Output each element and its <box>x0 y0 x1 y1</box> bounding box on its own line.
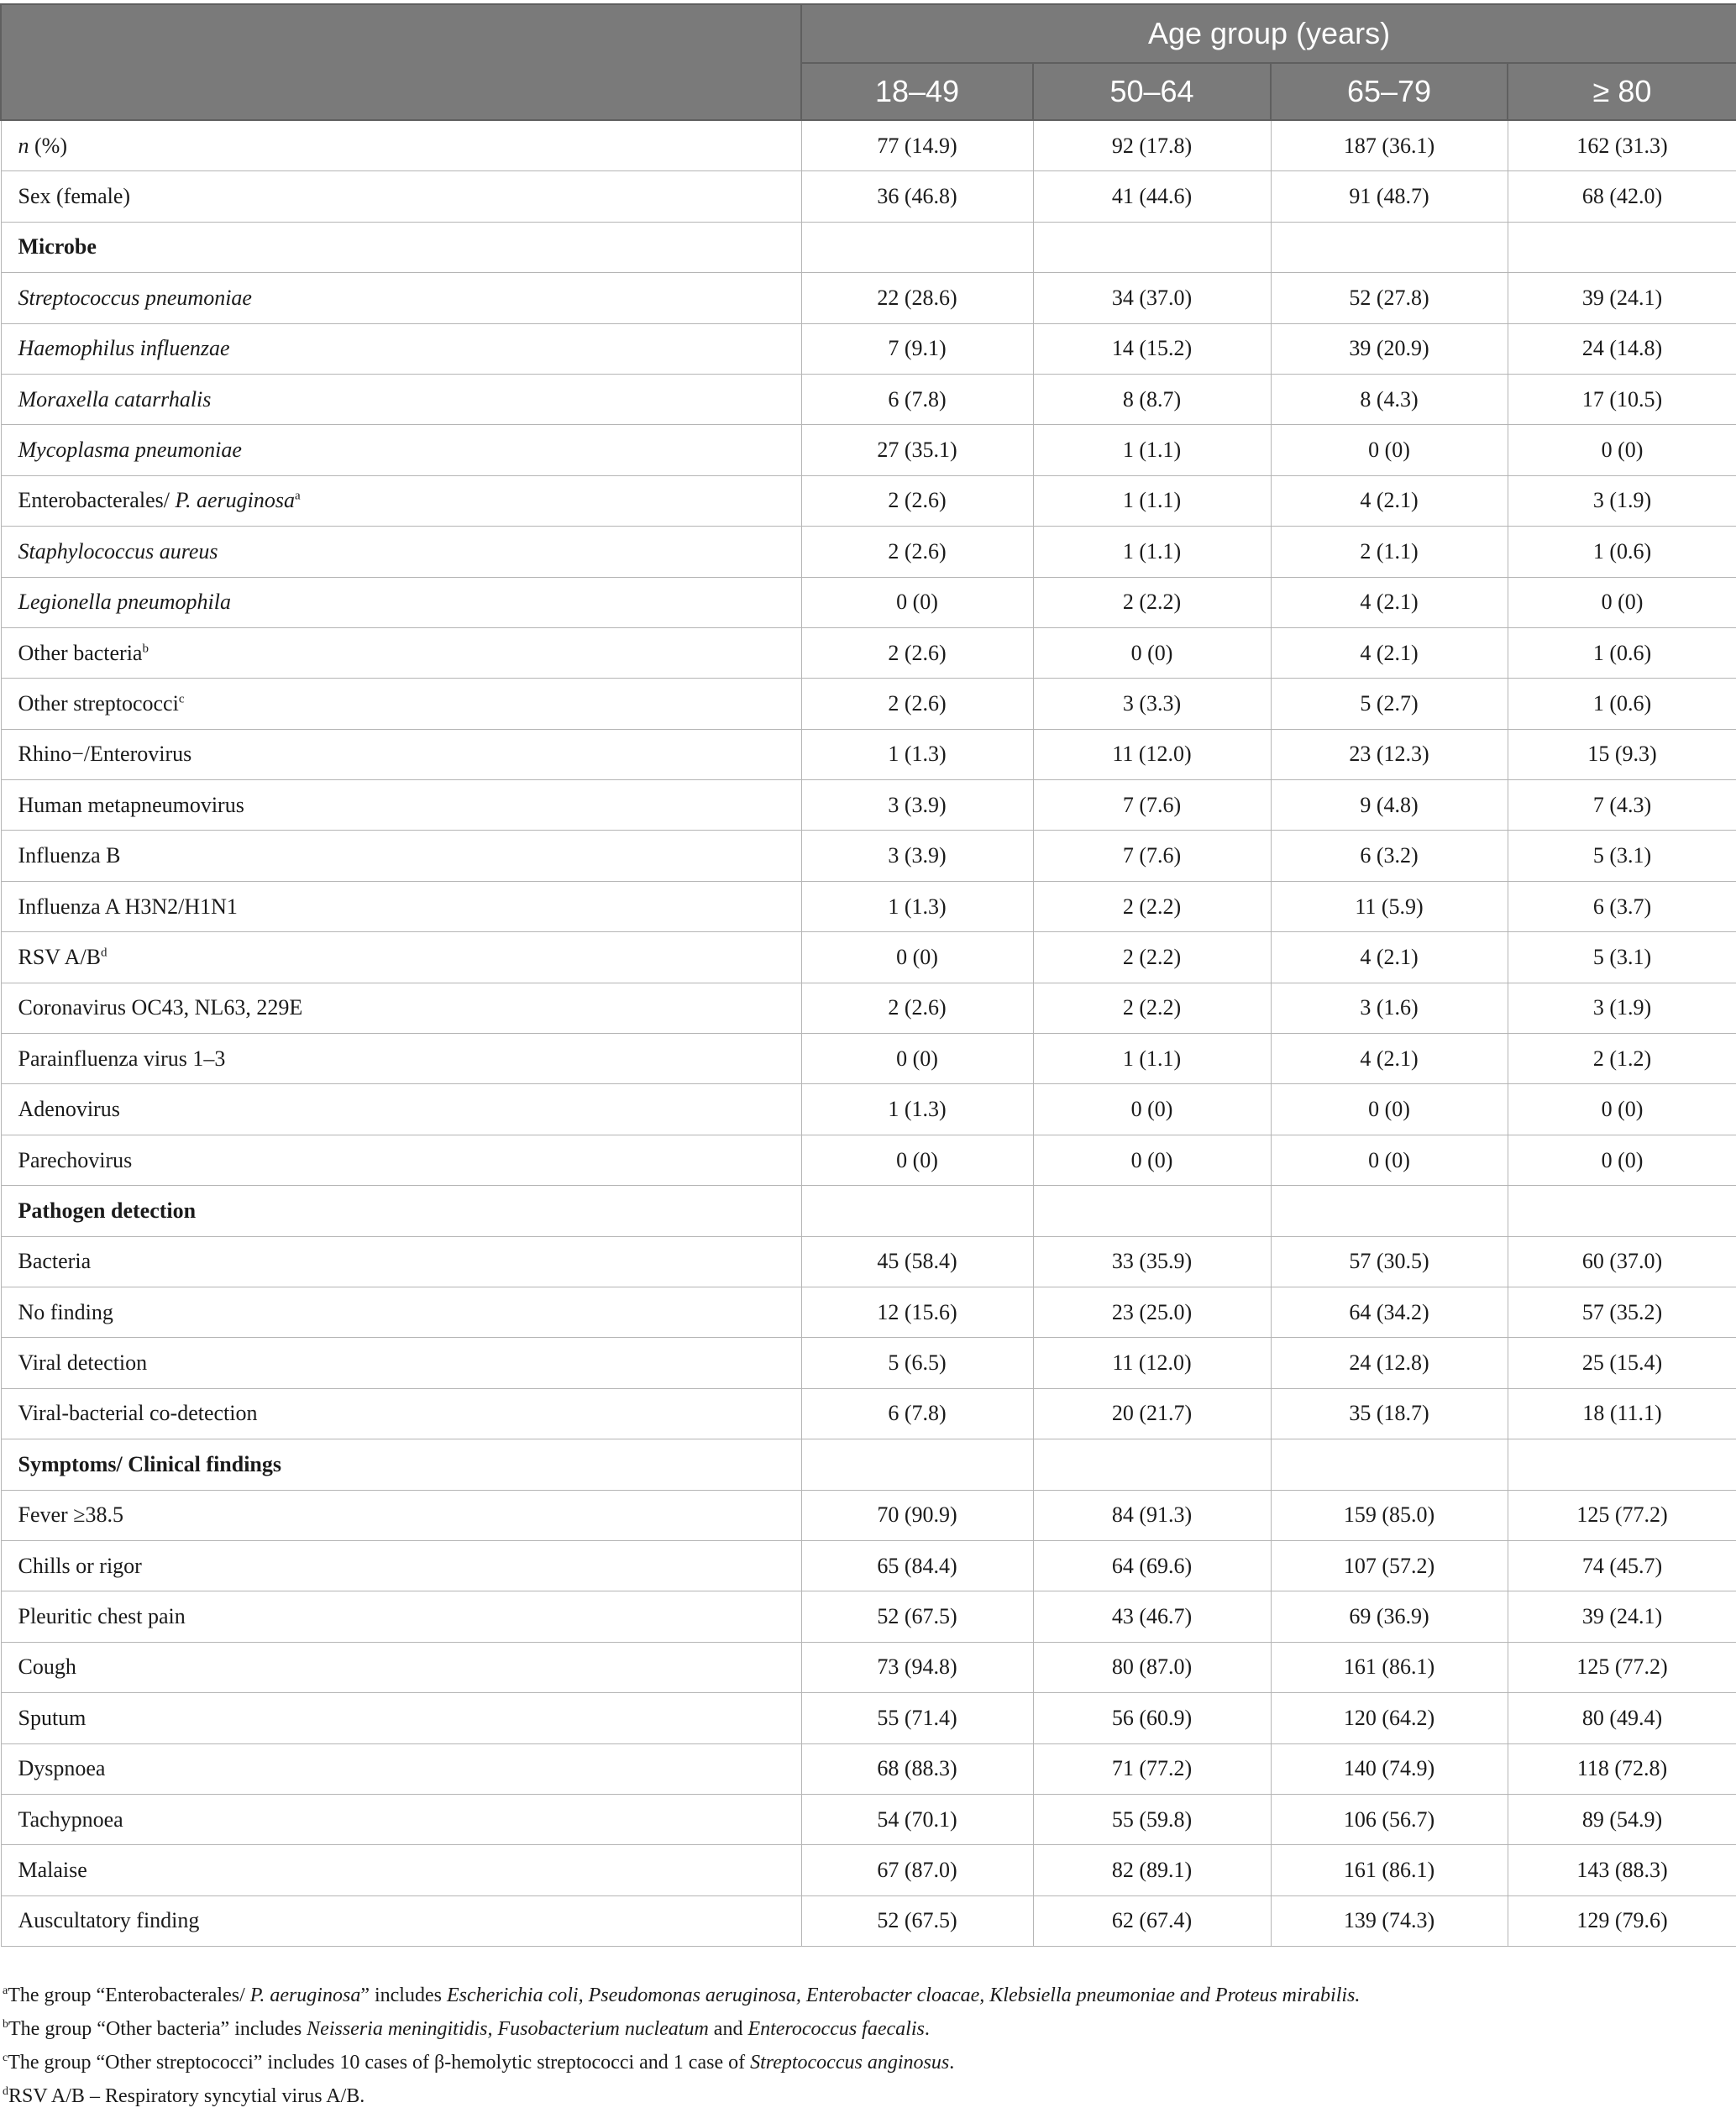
footnote-marker: b <box>142 641 149 655</box>
footnote-text: . <box>924 2018 930 2040</box>
value-cell: 64 (34.2) <box>1271 1287 1508 1337</box>
table-row <box>1 932 1736 983</box>
value-cell: 4 (2.1) <box>1271 1034 1508 1084</box>
value-cell: 60 (37.0) <box>1508 1236 1736 1287</box>
table-row <box>1 1845 1736 1895</box>
value-cell: 80 (87.0) <box>1033 1642 1271 1692</box>
table-row <box>1 1287 1736 1337</box>
row-label-text: Bacteria <box>18 1249 92 1274</box>
value-cell: 0 (0) <box>1508 425 1736 475</box>
row-label-text: Coronavirus OC43, NL63, 229E <box>18 995 303 1020</box>
value-cell: 68 (88.3) <box>801 1743 1033 1794</box>
column-header-18-49: 18–49 <box>801 63 1033 120</box>
footnote-text: RSV A/B – Respiratory syncytial virus A/B. <box>8 2085 365 2107</box>
value-cell: 2 (2.6) <box>801 627 1033 678</box>
row-label-text: Adenovirus <box>18 1097 120 1122</box>
row-label <box>1 475 801 526</box>
footnote-text: The group “Other streptococci” includes 10 cases of β-hemolytic streptococci and 1 case of <box>8 2052 751 2074</box>
table-row <box>1 374 1736 424</box>
value-cell <box>801 1439 1033 1490</box>
row-label <box>1 1794 801 1844</box>
value-cell: 17 (10.5) <box>1508 374 1736 424</box>
row-label-text: Cough <box>18 1654 76 1680</box>
value-cell: 0 (0) <box>1508 577 1736 627</box>
table-row <box>1 120 1736 171</box>
row-label-text: Moraxella catarrhalis <box>18 386 212 412</box>
value-cell: 77 (14.9) <box>801 120 1033 171</box>
value-cell: 5 (3.1) <box>1508 831 1736 881</box>
row-label <box>1 577 801 627</box>
header-empty-cell <box>1 4 801 120</box>
value-cell: 20 (21.7) <box>1033 1388 1271 1439</box>
value-cell: 39 (24.1) <box>1508 1591 1736 1642</box>
value-cell: 35 (18.7) <box>1271 1388 1508 1439</box>
value-cell: 6 (3.7) <box>1508 881 1736 931</box>
value-cell: 1 (0.6) <box>1508 679 1736 729</box>
value-cell: 73 (94.8) <box>801 1642 1033 1692</box>
footnote-text: Enterococcus faecalis <box>747 2018 925 2040</box>
value-cell: 34 (37.0) <box>1033 273 1271 323</box>
value-cell: 0 (0) <box>1271 1084 1508 1135</box>
value-cell: 4 (2.1) <box>1271 475 1508 526</box>
row-label-text: Fever ≥38.5 <box>18 1502 123 1528</box>
footnote-b <box>3 2012 1733 2046</box>
value-cell: 24 (14.8) <box>1508 323 1736 374</box>
value-cell: 2 (2.2) <box>1033 983 1271 1033</box>
value-cell: 2 (2.2) <box>1033 577 1271 627</box>
value-cell: 3 (1.9) <box>1508 475 1736 526</box>
value-cell: 33 (35.9) <box>1033 1236 1271 1287</box>
value-cell: 55 (59.8) <box>1033 1794 1271 1844</box>
table-row <box>1 1236 1736 1287</box>
row-label-text: Enterobacterales/ <box>18 488 176 513</box>
value-cell: 9 (4.8) <box>1271 780 1508 831</box>
footnote-marker: c <box>178 692 185 706</box>
value-cell: 106 (56.7) <box>1271 1794 1508 1844</box>
value-cell: 7 (9.1) <box>801 323 1033 374</box>
row-label-text: Viral detection <box>18 1350 148 1376</box>
row-label-italic-text: P. aeruginosa <box>175 488 295 513</box>
row-label <box>1 1084 801 1135</box>
value-cell: 39 (20.9) <box>1271 323 1508 374</box>
value-cell: 54 (70.1) <box>801 1794 1033 1844</box>
row-label-text: Human metapneumovirus <box>18 792 244 817</box>
value-cell: 0 (0) <box>1033 1084 1271 1135</box>
footnote-marker: b <box>3 2018 8 2031</box>
value-cell: 120 (64.2) <box>1271 1693 1508 1743</box>
value-cell: 41 (44.6) <box>1033 171 1271 222</box>
value-cell: 65 (84.4) <box>801 1540 1033 1591</box>
value-cell <box>1508 1186 1736 1236</box>
value-cell: 27 (35.1) <box>801 425 1033 475</box>
value-cell: 0 (0) <box>1271 1135 1508 1185</box>
row-label-text: Haemophilus influenzae <box>18 336 230 361</box>
value-cell: 68 (42.0) <box>1508 171 1736 222</box>
footnotes <box>3 1979 1733 2113</box>
value-cell: 6 (3.2) <box>1271 831 1508 881</box>
value-cell: 71 (77.2) <box>1033 1743 1271 1794</box>
table-row <box>1 1642 1736 1692</box>
n-symbol: n <box>18 133 29 158</box>
row-label <box>1 1642 801 1692</box>
value-cell: 36 (46.8) <box>801 171 1033 222</box>
table-row <box>1 780 1736 831</box>
value-cell: 140 (74.9) <box>1271 1743 1508 1794</box>
value-cell: 139 (74.3) <box>1271 1895 1508 1946</box>
value-cell: 11 (12.0) <box>1033 1338 1271 1388</box>
value-cell <box>1033 222 1271 272</box>
row-label-text: Parainfluenza virus 1–3 <box>18 1046 226 1071</box>
row-label <box>1 1338 801 1388</box>
value-cell: 1 (0.6) <box>1508 627 1736 678</box>
row-label-text: Streptococcus pneumoniae <box>18 285 252 310</box>
value-cell: 159 (85.0) <box>1271 1490 1508 1540</box>
footnote-text: P. aeruginosa <box>249 1985 361 2006</box>
value-cell: 4 (2.1) <box>1271 577 1508 627</box>
row-label <box>1 932 801 983</box>
value-cell: 3 (3.3) <box>1033 679 1271 729</box>
value-cell: 0 (0) <box>801 932 1033 983</box>
value-cell: 14 (15.2) <box>1033 323 1271 374</box>
column-header-80-plus: ≥ 80 <box>1508 63 1736 120</box>
row-label-text: Other bacteria <box>18 640 143 665</box>
value-cell: 91 (48.7) <box>1271 171 1508 222</box>
row-label-text: Malaise <box>18 1857 87 1882</box>
value-cell: 0 (0) <box>1033 627 1271 678</box>
footnote-d <box>3 2079 1733 2113</box>
value-cell: 1 (1.3) <box>801 881 1033 931</box>
value-cell: 2 (1.1) <box>1271 527 1508 577</box>
value-cell: 67 (87.0) <box>801 1845 1033 1895</box>
footnote-text: Neisseria meningitidis, Fusobacterium nucleatum <box>307 2018 709 2040</box>
value-cell: 187 (36.1) <box>1271 120 1508 171</box>
value-cell <box>1271 1186 1508 1236</box>
value-cell: 18 (11.1) <box>1508 1388 1736 1439</box>
row-label <box>1 780 801 831</box>
value-cell: 84 (91.3) <box>1033 1490 1271 1540</box>
data-table-container <box>0 3 1736 1947</box>
value-cell: 74 (45.7) <box>1508 1540 1736 1591</box>
value-cell: 2 (2.6) <box>801 527 1033 577</box>
table-row <box>1 1895 1736 1946</box>
value-cell: 57 (35.2) <box>1508 1287 1736 1337</box>
value-cell: 89 (54.9) <box>1508 1794 1736 1844</box>
value-cell <box>1033 1186 1271 1236</box>
value-cell: 57 (30.5) <box>1271 1236 1508 1287</box>
value-cell: 125 (77.2) <box>1508 1490 1736 1540</box>
row-label <box>1 1287 801 1337</box>
column-header-50-64: 50–64 <box>1033 63 1271 120</box>
row-label-text: Microbe <box>18 234 97 260</box>
value-cell: 45 (58.4) <box>801 1236 1033 1287</box>
table-row <box>1 1540 1736 1591</box>
row-label <box>1 1236 801 1287</box>
value-cell <box>1033 1439 1271 1490</box>
footnote-c <box>3 2046 1733 2079</box>
value-cell: 161 (86.1) <box>1271 1642 1508 1692</box>
value-cell: 1 (1.1) <box>1033 425 1271 475</box>
value-cell: 2 (1.2) <box>1508 1034 1736 1084</box>
value-cell: 11 (12.0) <box>1033 729 1271 779</box>
table-row <box>1 831 1736 881</box>
value-cell: 162 (31.3) <box>1508 120 1736 171</box>
row-label-text: Staphylococcus aureus <box>18 538 218 564</box>
row-label-text: Sputum <box>18 1705 87 1730</box>
value-cell: 3 (3.9) <box>801 831 1033 881</box>
value-cell: 70 (90.9) <box>801 1490 1033 1540</box>
row-label <box>1 171 801 222</box>
value-cell: 2 (2.2) <box>1033 881 1271 931</box>
value-cell: 1 (1.3) <box>801 729 1033 779</box>
row-label-text: Influenza A H3N2/H1N1 <box>18 894 238 919</box>
footnote-text: . <box>949 2052 955 2074</box>
value-cell: 12 (15.6) <box>801 1287 1033 1337</box>
row-label-text: Mycoplasma pneumoniae <box>18 438 242 463</box>
table-row <box>1 171 1736 222</box>
table-row <box>1 1591 1736 1642</box>
value-cell: 3 (3.9) <box>801 780 1033 831</box>
row-label <box>1 527 801 577</box>
row-label <box>1 1034 801 1084</box>
row-label <box>1 1693 801 1743</box>
value-cell: 118 (72.8) <box>1508 1743 1736 1794</box>
value-cell: 24 (12.8) <box>1271 1338 1508 1388</box>
row-label <box>1 1135 801 1185</box>
value-cell: 5 (6.5) <box>801 1338 1033 1388</box>
value-cell: 22 (28.6) <box>801 273 1033 323</box>
row-label: n (%) <box>1 120 801 171</box>
value-cell <box>1271 1439 1508 1490</box>
footnote-marker: d <box>101 946 108 960</box>
value-cell: 62 (67.4) <box>1033 1895 1271 1946</box>
row-label <box>1 1540 801 1591</box>
table-row <box>1 425 1736 475</box>
value-cell: 161 (86.1) <box>1271 1845 1508 1895</box>
table-row <box>1 475 1736 526</box>
value-cell: 4 (2.1) <box>1271 932 1508 983</box>
value-cell: 2 (2.2) <box>1033 932 1271 983</box>
table-row <box>1 1135 1736 1185</box>
table-row <box>1 1693 1736 1743</box>
value-cell <box>801 222 1033 272</box>
value-cell: 2 (2.6) <box>801 983 1033 1033</box>
row-label-text: Symptoms/ Clinical findings <box>18 1451 282 1476</box>
footnote-marker: c <box>3 2052 8 2064</box>
table-row <box>1 1794 1736 1844</box>
row-label-text: No finding <box>18 1299 113 1324</box>
value-cell: 25 (15.4) <box>1508 1338 1736 1388</box>
value-cell: 2 (2.6) <box>801 679 1033 729</box>
value-cell: 3 (1.9) <box>1508 983 1736 1033</box>
section-row <box>1 1186 1736 1236</box>
value-cell: 39 (24.1) <box>1508 273 1736 323</box>
value-cell: 0 (0) <box>801 1135 1033 1185</box>
value-cell: 64 (69.6) <box>1033 1540 1271 1591</box>
table-row <box>1 1338 1736 1388</box>
value-cell: 82 (89.1) <box>1033 1845 1271 1895</box>
age-group-table <box>0 3 1736 1947</box>
table-row <box>1 679 1736 729</box>
row-label <box>1 273 801 323</box>
value-cell: 15 (9.3) <box>1508 729 1736 779</box>
row-label-text: RSV A/B <box>18 944 102 969</box>
value-cell: 8 (8.7) <box>1033 374 1271 424</box>
age-group-title: Age group (years) <box>801 4 1736 63</box>
value-cell <box>1508 222 1736 272</box>
row-label-text: Other streptococci <box>18 690 179 716</box>
value-cell: 23 (25.0) <box>1033 1287 1271 1337</box>
section-row <box>1 1439 1736 1490</box>
row-label-text: Chills or rigor <box>18 1553 142 1578</box>
value-cell: 1 (0.6) <box>1508 527 1736 577</box>
section-heading <box>1 1186 801 1236</box>
section-heading <box>1 1439 801 1490</box>
footnote-text: Streptococcus anginosus <box>750 2052 950 2074</box>
value-cell <box>1508 1439 1736 1490</box>
value-cell: 1 (1.3) <box>801 1084 1033 1135</box>
row-label <box>1 983 801 1033</box>
table-row <box>1 1084 1736 1135</box>
table-row <box>1 273 1736 323</box>
value-cell: 143 (88.3) <box>1508 1845 1736 1895</box>
row-label <box>1 1388 801 1439</box>
table-row <box>1 1743 1736 1794</box>
row-label <box>1 323 801 374</box>
value-cell: 7 (7.6) <box>1033 780 1271 831</box>
row-label <box>1 1591 801 1642</box>
footnote-text: The group “Other bacteria” includes <box>8 2018 307 2040</box>
row-label-text: Auscultatory finding <box>18 1908 200 1933</box>
footnote-a <box>3 1979 1733 2012</box>
row-label-text: Influenza B <box>18 843 121 868</box>
value-cell: 92 (17.8) <box>1033 120 1271 171</box>
value-cell: 7 (7.6) <box>1033 831 1271 881</box>
row-label <box>1 679 801 729</box>
row-label <box>1 1845 801 1895</box>
table-row <box>1 577 1736 627</box>
value-cell: 2 (2.6) <box>801 475 1033 526</box>
footnote-marker: a <box>294 489 301 503</box>
value-cell: 125 (77.2) <box>1508 1642 1736 1692</box>
column-header-65-79: 65–79 <box>1271 63 1508 120</box>
value-cell <box>1271 222 1508 272</box>
value-cell: 52 (67.5) <box>801 1895 1033 1946</box>
value-cell: 3 (1.6) <box>1271 983 1508 1033</box>
value-cell: 8 (4.3) <box>1271 374 1508 424</box>
footnote-text: Escherichia coli, Pseudomonas aeruginosa, Enterobacter cloacae, Klebsiella pneumoniae and Proteus mirabilis. <box>446 1985 1361 2006</box>
table-header <box>1 4 1736 120</box>
value-cell: 0 (0) <box>1033 1135 1271 1185</box>
value-cell: 1 (1.1) <box>1033 1034 1271 1084</box>
row-label <box>1 425 801 475</box>
row-label-text: Legionella pneumophila <box>18 590 231 615</box>
row-label-text: Sex (female) <box>18 184 131 209</box>
table-row <box>1 983 1736 1033</box>
section-heading <box>1 222 801 272</box>
value-cell: 0 (0) <box>1271 425 1508 475</box>
table-row <box>1 881 1736 931</box>
value-cell: 55 (71.4) <box>801 1693 1033 1743</box>
table-row <box>1 323 1736 374</box>
value-cell: 1 (1.1) <box>1033 475 1271 526</box>
value-cell: 5 (2.7) <box>1271 679 1508 729</box>
row-label-text: Viral-bacterial co-detection <box>18 1401 258 1426</box>
footnote-text: The group “Enterobacterales/ <box>8 1985 250 2006</box>
value-cell: 23 (12.3) <box>1271 729 1508 779</box>
value-cell: 0 (0) <box>801 1034 1033 1084</box>
table-row <box>1 527 1736 577</box>
value-cell <box>801 1186 1033 1236</box>
value-cell: 80 (49.4) <box>1508 1693 1736 1743</box>
table-row <box>1 1034 1736 1084</box>
footnote-marker: d <box>3 2085 8 2098</box>
value-cell: 52 (67.5) <box>801 1591 1033 1642</box>
row-label-text: Pleuritic chest pain <box>18 1604 186 1629</box>
footnote-marker: a <box>3 1985 8 1997</box>
row-label <box>1 627 801 678</box>
row-label-text: Rhino−/Enterovirus <box>18 742 192 767</box>
footnote-text: and <box>708 2018 748 2040</box>
row-label <box>1 831 801 881</box>
table-row <box>1 729 1736 779</box>
value-cell: 6 (7.8) <box>801 1388 1033 1439</box>
row-label-text: Tachypnoea <box>18 1806 123 1832</box>
value-cell: 69 (36.9) <box>1271 1591 1508 1642</box>
value-cell: 0 (0) <box>801 577 1033 627</box>
table-row <box>1 627 1736 678</box>
row-label-text: Dyspnoea <box>18 1756 106 1781</box>
value-cell: 11 (5.9) <box>1271 881 1508 931</box>
value-cell: 0 (0) <box>1508 1135 1736 1185</box>
value-cell: 107 (57.2) <box>1271 1540 1508 1591</box>
value-cell: 4 (2.1) <box>1271 627 1508 678</box>
row-label <box>1 1490 801 1540</box>
value-cell: 7 (4.3) <box>1508 780 1736 831</box>
value-cell: 56 (60.9) <box>1033 1693 1271 1743</box>
value-cell: 0 (0) <box>1508 1084 1736 1135</box>
value-cell: 52 (27.8) <box>1271 273 1508 323</box>
section-row <box>1 222 1736 272</box>
row-label-text: Pathogen detection <box>18 1198 197 1223</box>
row-label <box>1 729 801 779</box>
table-row <box>1 1388 1736 1439</box>
row-label <box>1 1895 801 1946</box>
row-label <box>1 881 801 931</box>
value-cell: 43 (46.7) <box>1033 1591 1271 1642</box>
row-label-text: Parechovirus <box>18 1147 133 1172</box>
value-cell: 1 (1.1) <box>1033 527 1271 577</box>
footnote-text: ” includes <box>360 1985 447 2006</box>
table-body <box>1 120 1736 1947</box>
value-cell: 129 (79.6) <box>1508 1895 1736 1946</box>
value-cell: 6 (7.8) <box>801 374 1033 424</box>
row-label <box>1 374 801 424</box>
value-cell: 5 (3.1) <box>1508 932 1736 983</box>
row-label <box>1 1743 801 1794</box>
table-row <box>1 1490 1736 1540</box>
